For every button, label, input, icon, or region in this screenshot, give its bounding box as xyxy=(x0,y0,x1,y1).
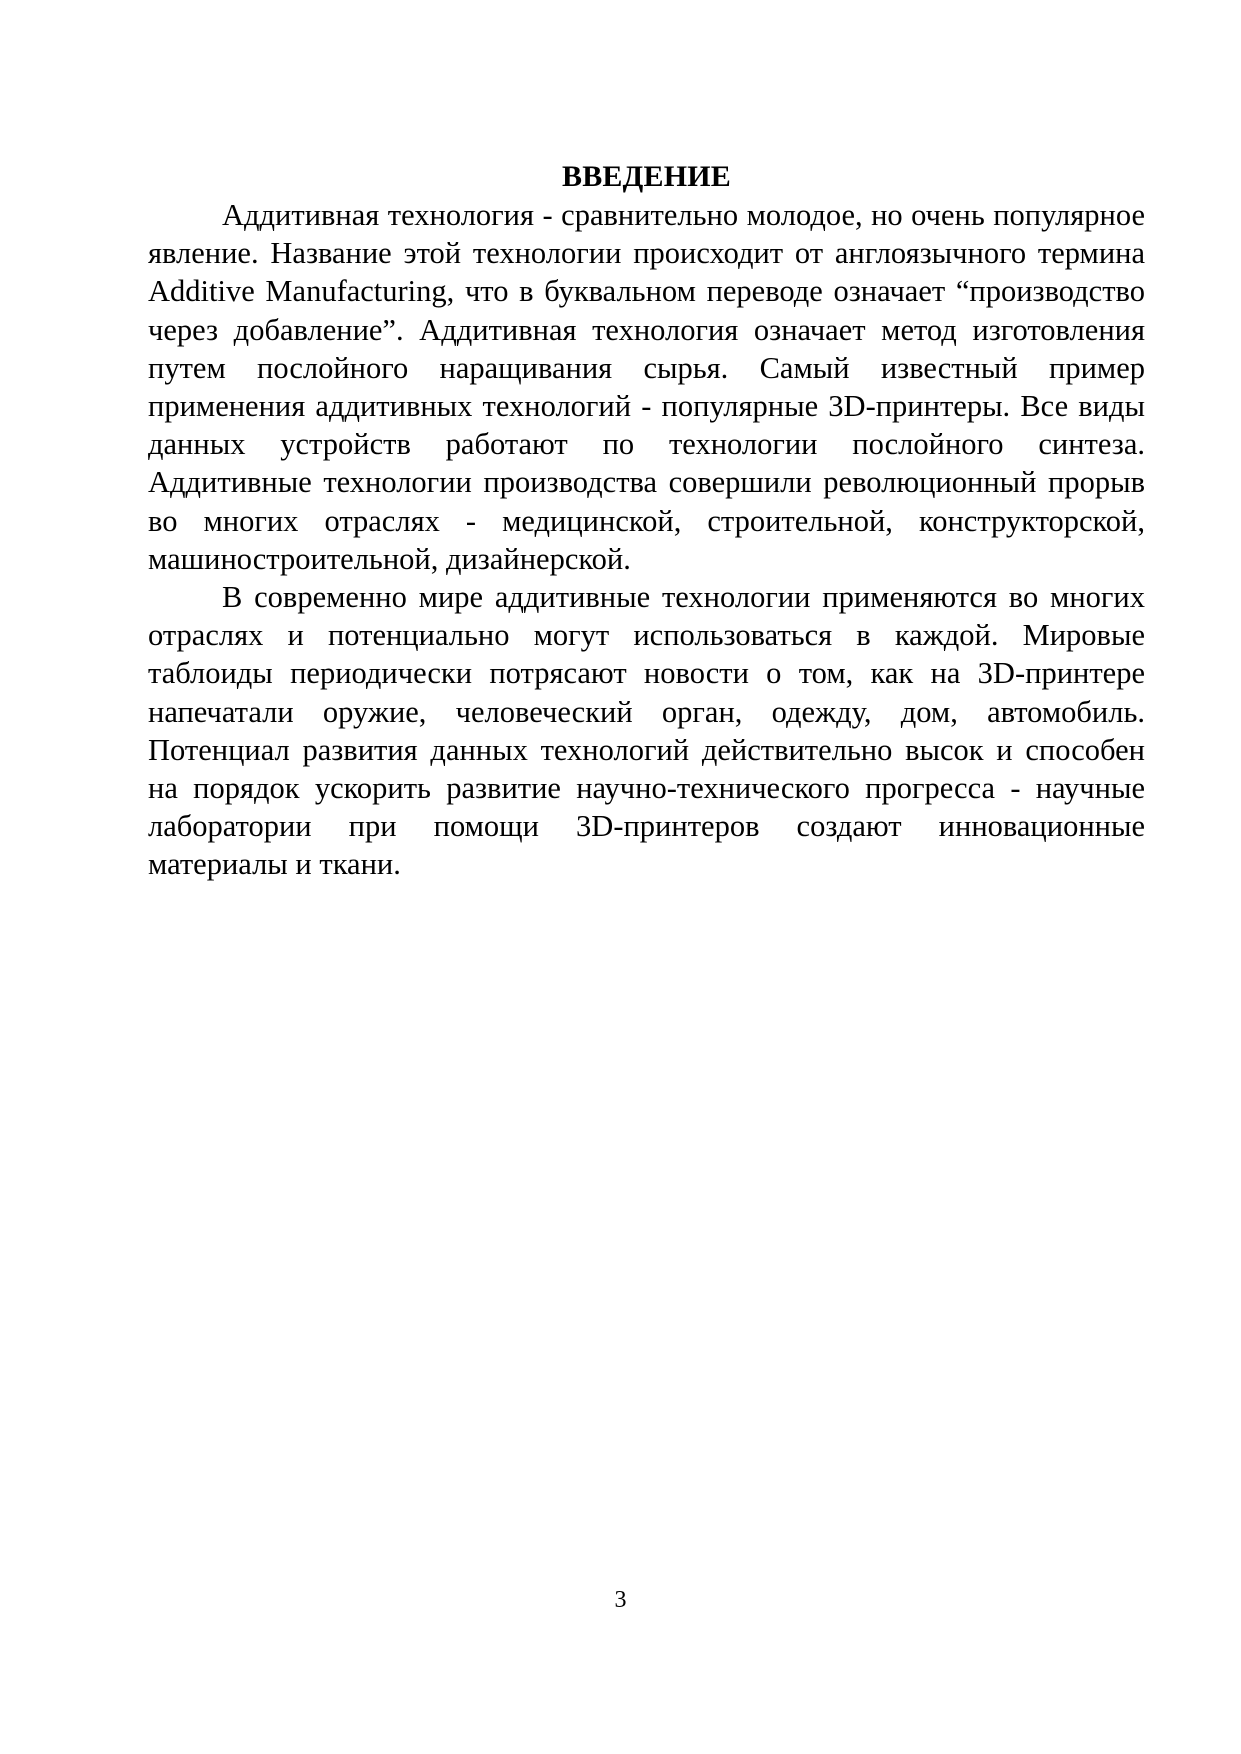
section-heading: ВВЕДЕНИЕ xyxy=(562,160,731,193)
paragraph-1: Аддитивная технология - сравнительно молодое, но очень популярное явление. Название этой технологии происходит от англоязычного термина Additive Manufacturing, что в буквальном переводе означает “производство через добавление”. Аддитивная технология означает метод изготовления путем послойного наращивания сырья. Самый известный пример применения аддитивных технологий - популярные 3D-принтеры. Все виды данных устройств работают по технологии послойного синтеза. Аддитивные технологии производства совершили революционный прорыв во многих отраслях - медицинской, строительной, конструкторской, машиностроительной, дизайнерской. xyxy=(148,198,1145,576)
page-number: 3 xyxy=(614,1587,627,1613)
paragraph-2: В современно мире аддитивные технологии применяются во многих отраслях и потенциально могут использоваться в каждой. Мировые таблоиды периодически потрясают новости о том, как на 3D-принтере напечатали оружие, человеческий орган, одежду, дом, автомобиль. Потенциал развития данных технологий действительно высок и способен на порядок ускорить развитие научно-технического прогресса - научные лаборатории при помощи 3D-принтеров создают инновационные материалы и ткани. xyxy=(148,580,1145,882)
page-content xyxy=(148,160,1145,884)
